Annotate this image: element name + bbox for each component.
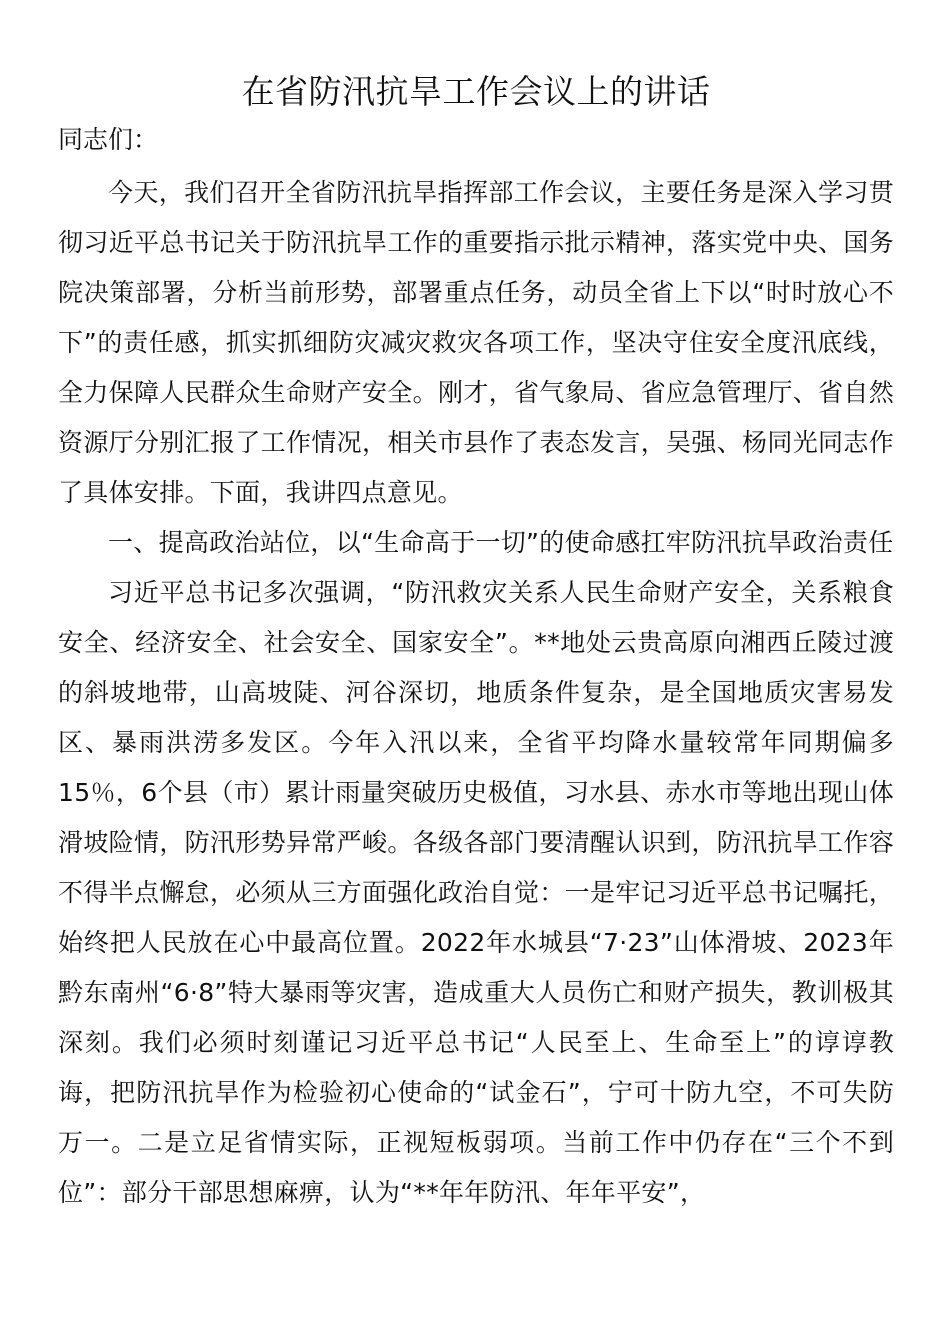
document-title: 在省防汛抗旱工作会议上的讲话 [241, 72, 711, 111]
paragraph-opening: 今天，我们召开全省防汛抗旱指挥部工作会议，主要任务是深入学习贯彻习近平总书记关于防汛抗旱工作的重要指示批示精神，落实党中央、国务院决策部署，分析当前形势，部署重点任务，动员全省上下以“时时放心不下”的责任感，抓实抓细防灾减灾救灾各项工作，坚决守住安全度汛底线，全力保障人民群众生命财产安全。刚才，省气象局、省应急管理厅、省自然资源厅分别汇报了工作情况，相关市县作了表态发言，吴强、杨同光同志作了具体安排。下面，我讲四点意见。 [58, 178, 894, 507]
salutation: 同志们： [58, 125, 159, 154]
paragraph-section-1: 习近平总书记多次强调，“防汛救灾关系人民生命财产安全，关系粮食安全、经济安全、社会安全、国家安全”。**地处云贵高原向湘西丘陵过渡的斜坡地带，山高坡陡、河谷深切，地质条件复杂，是全国地质灾害易发区、暴雨洪涝多发区。今年入汛以来，全省平均降水量较常年同期偏多15％，6个县（市）累计雨量突破历史极值，习水县、赤水市等地出现山体滑坡险情，防汛形势异常严峻。各级各部门要清醒认识到，防汛抗旱工作容不得半点懈怠，必须从三方面强化政治自觉：一是牢记习近平总书记嘱托，始终把人民放在心中最高位置。2022年水城县“7·23”山体滑坡、2023年黔东南州“6·8”特大暴雨等灾害，造成重大人员伤亡和财产损失，教训极其深刻。我们必须时刻谨记习近平总书记“人民至上、生命至上”的谆谆教诲，把防汛抗旱作为检验初心使命的“试金石”，宁可十防九空，不可失防万一。二是立足省情实际，正视短板弱项。当前工作中仍存在“三个不到位”：部分干部思想麻痹，认为“**年年防汛、年年平安”， [58, 578, 894, 1207]
document-page [58, 66, 894, 1218]
section-heading-1: 一、提高政治站位，以“生命高于一切”的使命感扛牢防汛抗旱政治责任 [108, 528, 894, 557]
